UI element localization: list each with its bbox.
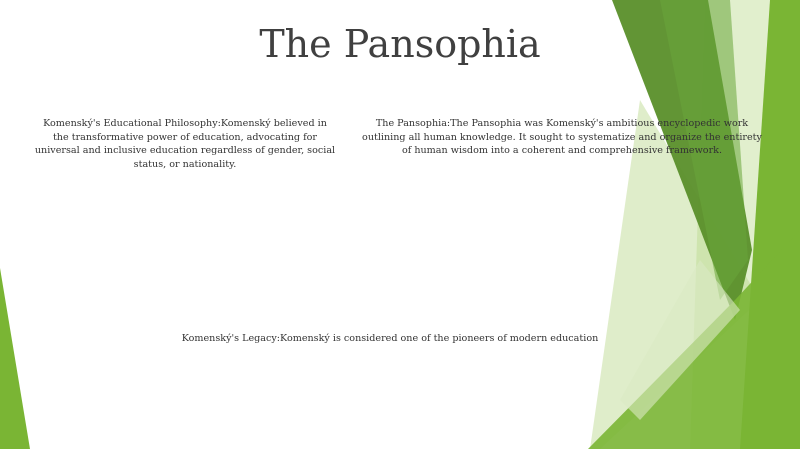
- philosophy-text: Komenský's Educational Philosophy:Komenský believed in the transformative power of education, advocating for universal and inclusive education regardless of gender, social status, or nationality.: [34, 118, 336, 170]
- pansophia-text: The Pansophia:The Pansophia was Komenský's ambitious encyclopedic work outlining all human knowledge. It sought to systematize and organize the entirety of human wisdom into a coherent and comprehensive framework.: [362, 118, 762, 156]
- legacy-text-box: [120, 332, 660, 346]
- legacy-text: Komenský's Legacy:Komenský is considered one of the pioneers of modern education: [181, 333, 599, 344]
- philosophy-text-box: [34, 117, 336, 171]
- left-green-wedge: [0, 268, 30, 449]
- slide-title: The Pansophia: [259, 22, 541, 66]
- pansophia-text-box: [360, 117, 764, 158]
